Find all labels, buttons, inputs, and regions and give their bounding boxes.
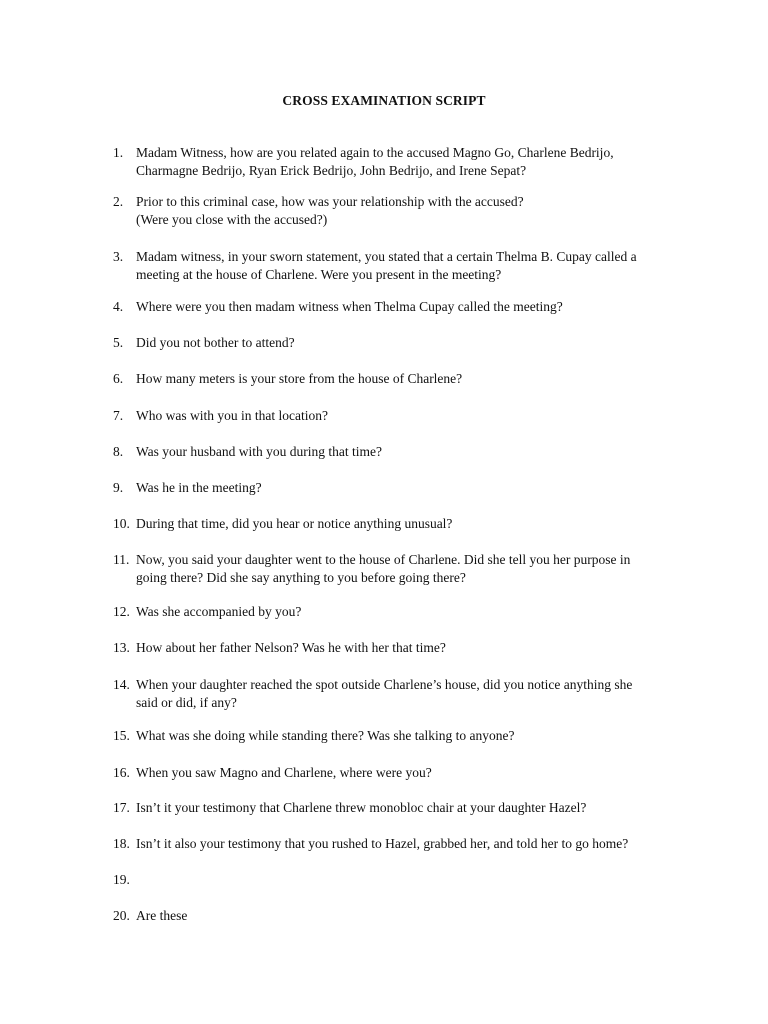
question-text: Prior to this criminal case, how was your relationship with the accused? (Were you close with the accused?) [136, 194, 524, 227]
question-item [113, 248, 693, 283]
question-text: Madam Witness, how are you related again to the accused Magno Go, Charlene Bedrijo, Charmagne Bedrijo, Ryan Erick Bedrijo, John Bedrijo, and Irene Sepat? [136, 145, 614, 178]
question-text: Isn’t it your testimony that Charlene threw monobloc chair at your daughter Hazel? [136, 800, 587, 815]
question-number: 17. [113, 800, 130, 815]
question-text: Are these [136, 908, 188, 923]
question-number: 7. [113, 408, 124, 423]
question-text: Was he in the meeting? [136, 480, 262, 495]
question-text: Isn’t it also your testimony that you rushed to Hazel, grabbed her, and told her to go home? [136, 836, 629, 851]
question-number: 12. [113, 604, 130, 619]
question-text: Was your husband with you during that time? [136, 444, 382, 459]
question-number: 15. [113, 728, 130, 743]
question-item [113, 334, 693, 352]
question-text: How many meters is your store from the house of Charlene? [136, 371, 463, 386]
question-item [113, 835, 693, 853]
question-item [113, 727, 693, 745]
question-text: When you saw Magno and Charlene, where were you? [136, 765, 432, 780]
question-item [113, 298, 693, 316]
question-text: When your daughter reached the spot outside Charlene’s house, did you notice anything she said or did, if any? [136, 677, 633, 710]
question-text: Was she accompanied by you? [136, 604, 302, 619]
question-text: What was she doing while standing there? Was she talking to anyone? [136, 728, 515, 743]
question-item [113, 907, 693, 925]
question-item [113, 639, 693, 657]
question-item [113, 603, 693, 621]
question-item [113, 443, 693, 461]
document-title: CROSS EXAMINATION SCRIPT [282, 93, 486, 108]
question-text: Madam witness, in your sworn statement, you stated that a certain Thelma B. Cupay called a meeting at the house of Charlene. Were you present in the meeting? [136, 249, 637, 282]
question-text: Where were you then madam witness when Thelma Cupay called the meeting? [136, 299, 563, 314]
question-item [113, 799, 693, 817]
question-number: 9. [113, 480, 124, 495]
question-number: 2. [113, 194, 124, 209]
question-number: 8. [113, 444, 124, 459]
question-item [113, 144, 693, 179]
question-number: 13. [113, 640, 130, 655]
question-item [113, 407, 693, 425]
question-number: 14. [113, 677, 130, 692]
question-text: Did you not bother to attend? [136, 335, 295, 350]
question-item [113, 193, 693, 228]
question-item [113, 370, 693, 388]
question-number: 16. [113, 765, 130, 780]
question-item [113, 515, 693, 533]
question-number: 6. [113, 371, 124, 386]
question-item [113, 764, 693, 782]
question-number: 20. [113, 908, 130, 923]
question-number: 5. [113, 335, 124, 350]
question-number: 10. [113, 516, 130, 531]
question-number: 3. [113, 249, 124, 264]
question-number: 18. [113, 836, 130, 851]
question-text: Now, you said your daughter went to the house of Charlene. Did she tell you her purpose in going there? Did she say anything to you before going there? [136, 552, 631, 585]
question-text: How about her father Nelson? Was he with her that time? [136, 640, 446, 655]
question-item [113, 551, 693, 586]
question-item [113, 676, 693, 711]
question-text: During that time, did you hear or notice anything unusual? [136, 516, 453, 531]
question-number: 1. [113, 145, 124, 160]
question-number: 11. [113, 552, 130, 567]
question-number: 4. [113, 299, 124, 314]
question-item [113, 479, 693, 497]
question-text: Who was with you in that location? [136, 408, 328, 423]
question-number: 19. [113, 872, 130, 887]
